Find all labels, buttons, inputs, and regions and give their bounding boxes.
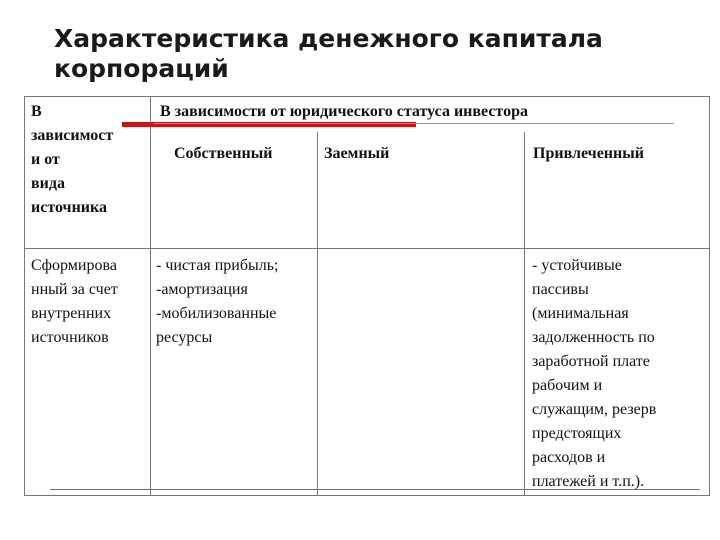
slide-title <box>54 24 674 84</box>
title-line-1: Характеристика денежного капитала <box>54 24 603 53</box>
attracted-item: - устойчивые <box>532 257 622 274</box>
attracted-item: служащим, резерв <box>532 401 657 418</box>
row-divider <box>24 248 710 249</box>
row-label-line: источников <box>31 329 109 346</box>
own-items <box>156 254 278 350</box>
capital-table <box>24 96 710 496</box>
own-item: -мобилизованные <box>156 305 277 322</box>
attracted-items <box>532 254 656 494</box>
row-label-line: нный за счет <box>31 281 118 298</box>
attracted-item: рабочим и <box>532 377 603 394</box>
row-label-line: внутренних <box>31 305 112 322</box>
header-left-line: вида <box>31 175 65 192</box>
attracted-item: платежей и т.п.). <box>532 473 645 490</box>
subheader-attracted: Привлеченный <box>533 145 644 162</box>
header-left-line: В <box>31 103 42 120</box>
row-label-line: Сформирова <box>31 257 117 274</box>
title-line-2: корпораций <box>54 54 229 83</box>
attracted-item: (минимальная <box>532 305 629 322</box>
col-divider-2 <box>317 132 318 496</box>
attracted-item: заработной плате <box>532 353 650 370</box>
own-item: -амортизация <box>156 281 248 298</box>
header-left <box>31 100 113 220</box>
header-left-line: зависимост <box>31 127 114 144</box>
attracted-item: предстоящих <box>532 425 622 442</box>
header-left-line: источника <box>31 199 107 216</box>
attracted-item: пассивы <box>532 281 589 298</box>
own-item: ресурсы <box>156 329 213 346</box>
own-item: - чистая прибыль; <box>156 257 279 274</box>
attracted-item: расходов и <box>532 449 606 466</box>
col-divider-1 <box>150 96 151 496</box>
subheader-own: Собственный <box>174 145 273 162</box>
header-main: В зависимости от юридического статуса инвестора <box>160 103 528 120</box>
header-left-line: и от <box>31 151 60 168</box>
row-label <box>31 254 118 350</box>
attracted-item: задолженность по <box>532 329 655 346</box>
subheader-borrowed: Заемный <box>324 145 390 162</box>
col-divider-3 <box>524 132 525 496</box>
